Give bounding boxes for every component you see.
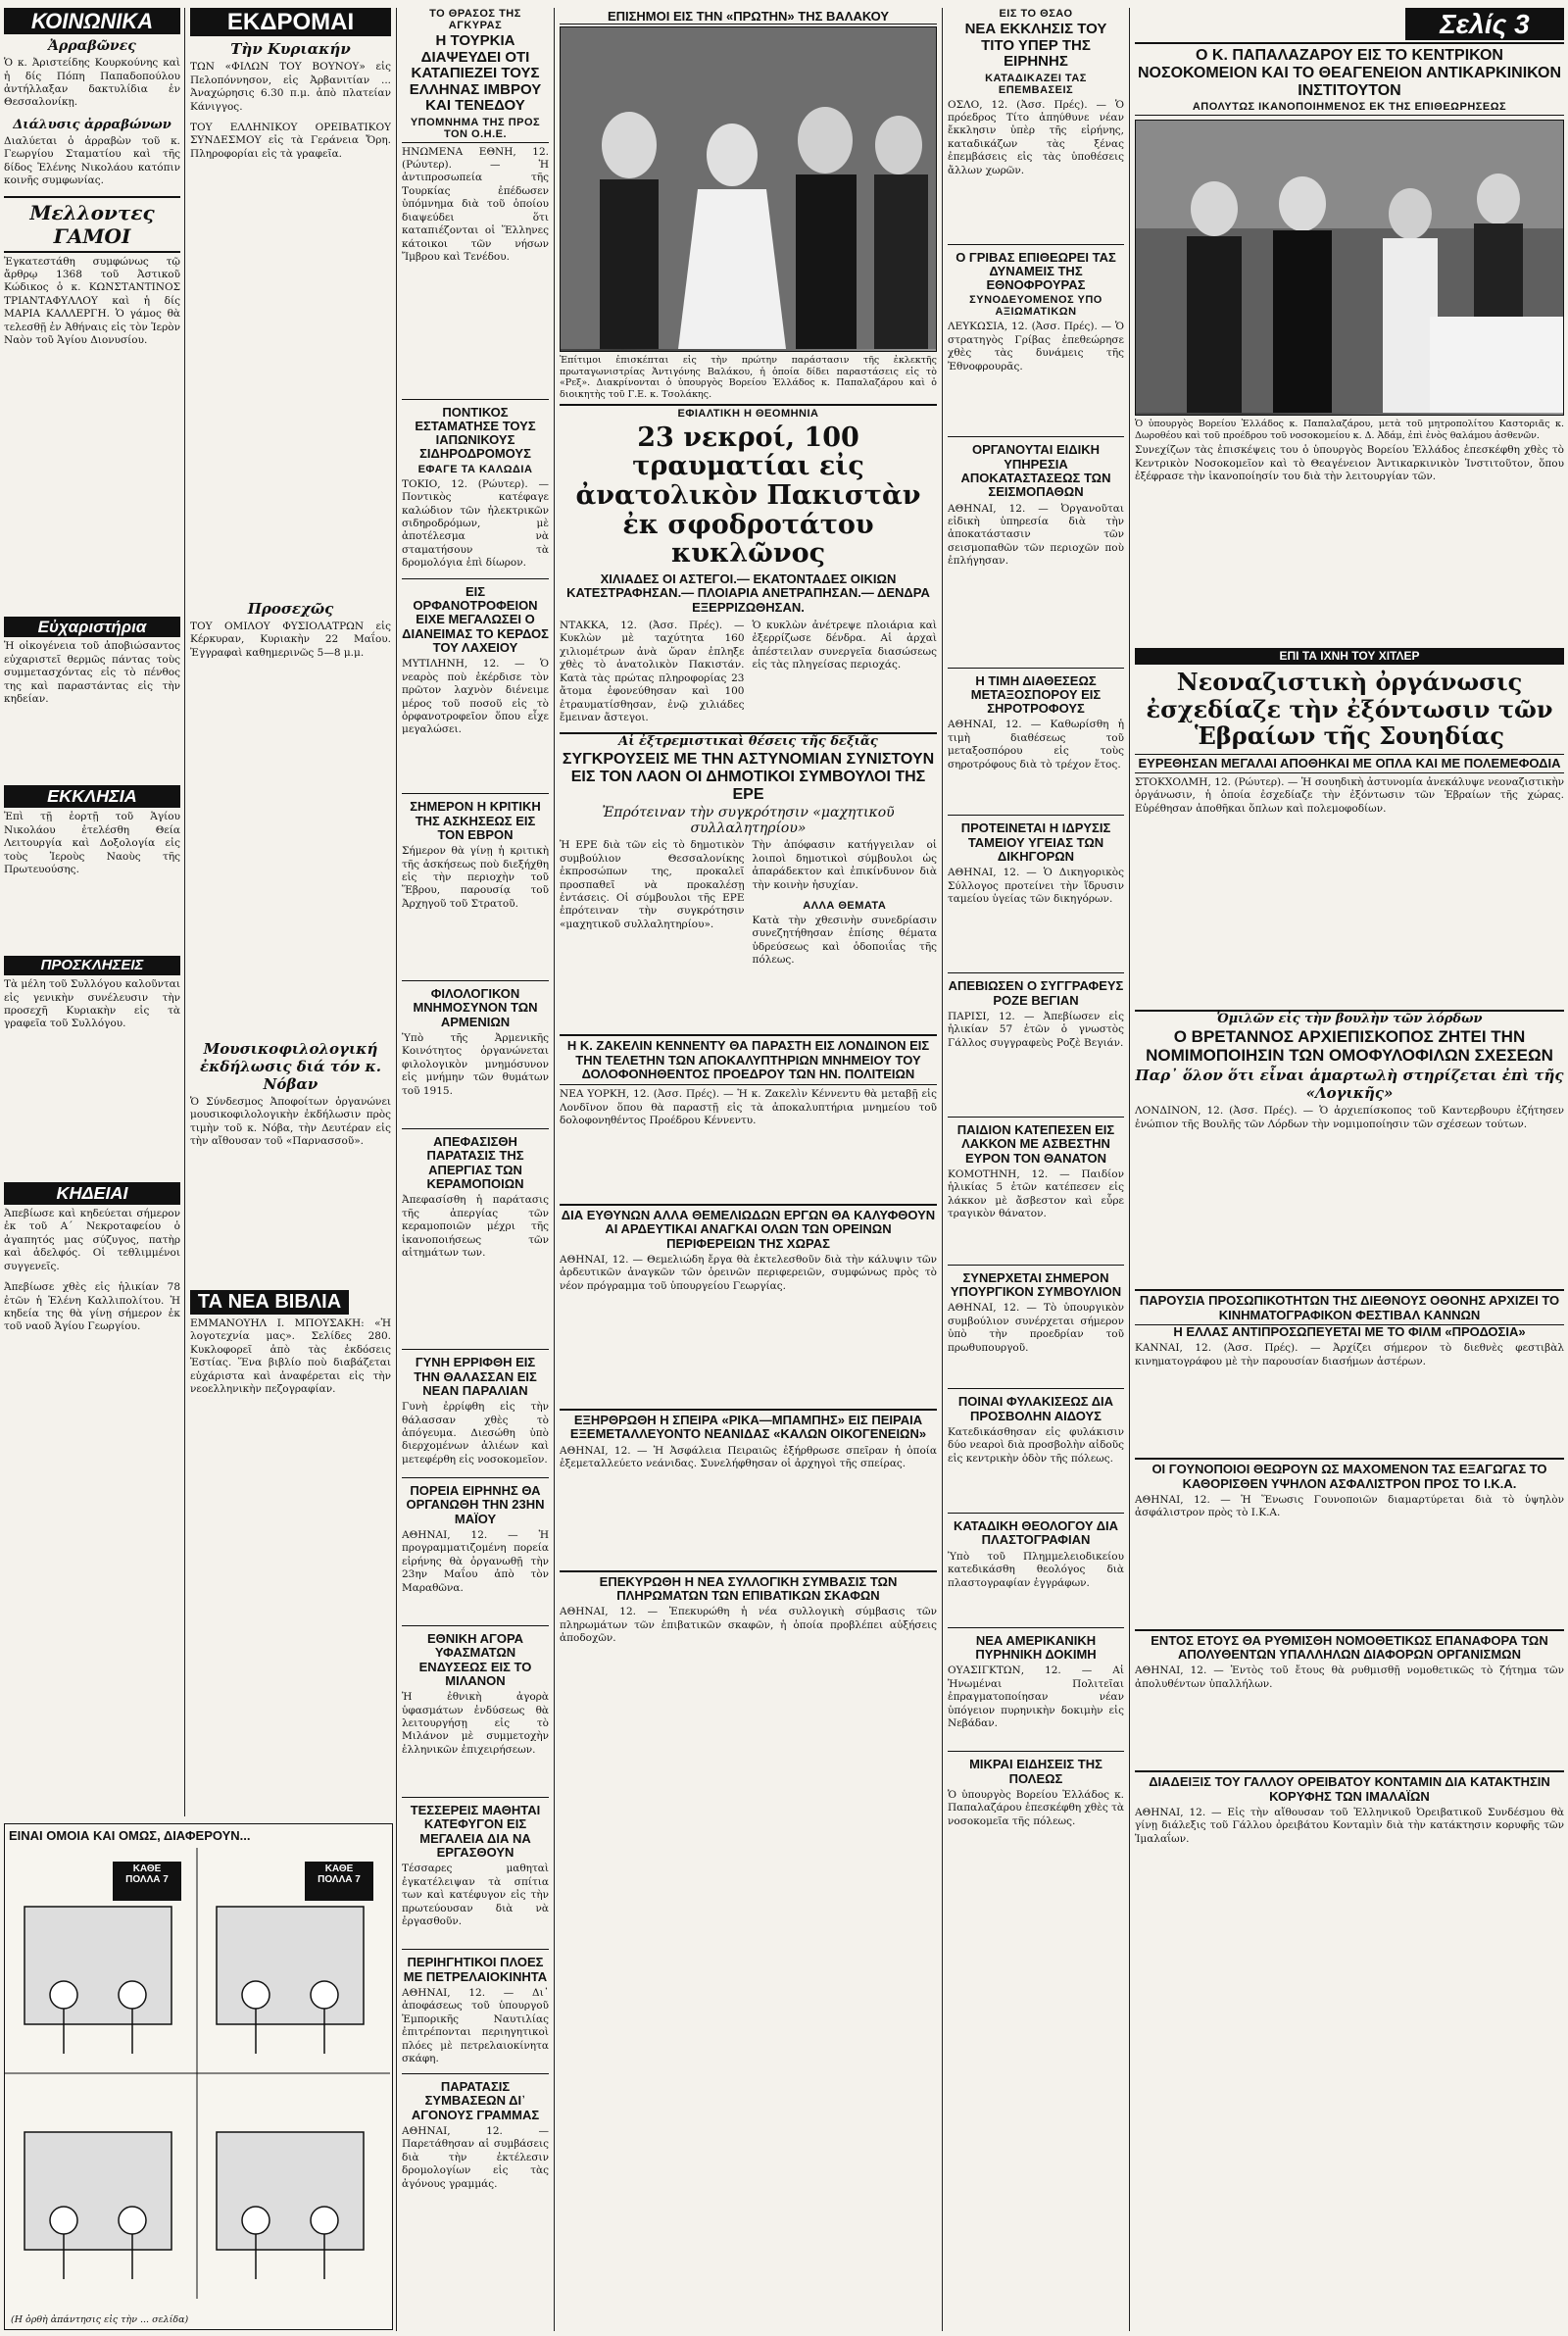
tameio-headline: ΠΡΟΤΕΙΝΕΤΑΙ Η ΙΔΡΥΣΙΣ ΤΑΜΕΙΟΥ ΥΓΕΙΑΣ ΤΩΝ ΔΙΚΗΓΟΡΩΝ [960,820,1111,865]
tito-headline: ΝΕΑ ΕΚΚΛΗΣΙΣ ΤΟΥ ΤΙΤΟ ΥΠΕΡ ΤΗΣ ΕΙΡΗΝΗΣ [964,21,1107,70]
rika-headline: ΕΞΗΡΘΡΩΘΗ Η ΣΠΕΙΡΑ «ΡΙΚΑ—ΜΠΑΜΠΗΣ» ΕΙΣ ΠΕΙΡΑΙΑ ΕΞΕΜΕΤΑΛΛΕΥΟΝΤΟ ΝΕΑΝΙΔΑΣ «ΚΑΛΩΝ ΟΙΚΟΓΕΝΕΙΩΝ» [560,1409,937,1442]
kideiai-banner: ΚΗΔΕΙΑΙ [4,1182,180,1205]
kannes-headline: ΠΑΡΟΥΣΙΑ ΠΡΟΣΩΠΙΚΟΤΗΤΩΝ ΤΗΣ ΔΙΕΘΝΟΥΣ ΟΘΟΝΗΣ ΑΡΧΙΖΕΙ ΤΟ ΚΙΝΗΜΑΤΟΓΡΑΦΙΚΟΝ ΦΕΣΤΙΒΑΛ ΚΑΝΝΩΝ [1135,1289,1564,1322]
tourkia-headline: Η ΤΟΥΡΚΙΑ ΔΙΑΨΕΥΔΕΙ ΟΤΙ ΚΑΤΑΠΙΕΖΕΙ ΤΟΥΣ ΕΛΛΗΝΑΣ ΙΜΒΡΟΥ ΚΑΙ ΤΕΝΕΔΟΥ [409,32,542,114]
column-6 [1135,8,1564,2331]
lysis-heading: Διάλυσις ἀρραβώνων [13,117,172,132]
mathitai-headline: ΤΕΣΣΕΡΕΙΣ ΜΑΘΗΤΑΙ ΚΑΤΕΦΥΓΟΝ ΕΙΣ ΜΕΓΑΛΕΙΑ ΔΙΑ ΝΑ ΕΡΓΑΣΘΟΥΝ [410,1803,541,1861]
comic-footnote: (Η ὀρθὴ ἀπάντησις εἰς τὴν ... σελίδα) [11,2314,189,2326]
column-5 [948,8,1124,2331]
tourkia-sub: ΥΠΟΜΝΗΜΑ ΤΗΣ ΠΡΟΣ ΤΟΝ Ο.Η.Ε. [402,117,549,143]
kannes-sub: Η ΕΛΛΑΣ ΑΝΤΙΠΡΟΣΩΠΕΥΕΤΑΙ ΜΕ ΤΟ ΦΙΛΜ «ΠΡΟΔΟΣΙΑ» [1135,1324,1564,1339]
organ-text: ΑΘΗΝΑΙ, 12. — Ὀργανοῦται εἰδικὴ ὑπηρεσία διὰ τὴν ἀποκατάστασιν τῶν σεισμοπαθῶν τῶν περιοχῶν ποὺ ἐπλήγησαν. [948,502,1124,568]
pyriniki-headline: ΝΕΑ ΑΜΕΡΙΚΑΝΙΚΗ ΠΥΡΗΝΙΚΗ ΔΟΚΙΜΗ [975,1632,1097,1662]
kennedy-headline: Η Κ. ΖΑΚΕΛΙΝ ΚΕΝΝΕΝΤΥ ΘΑ ΠΑΡΑΣΤΗ ΕΙΣ ΛΟΝΔΙΝΟΝ ΕΙΣ ΤΗΝ ΤΕΛΕΤΗΝ ΤΩΝ ΑΠΟΚΑΛΥΠΤΗΡΙΩΝ ΜΝΗΜΕΙΟΥ ΤΟΥ ΔΟΛΟΦΟΝΗΘΕΝΤΟΣ ΠΡΟΕΔΡΟΥ ΤΩΝ ΗΝ. ΠΟΛΙΤΕΙΩΝ [560,1034,937,1085]
kannes-text: ΚΑΝΝΑΙ, 12. (Ἀσσ. Πρές). — Ἀρχίζει σήμερον τὸ διεθνὲς φεστιβὰλ κινηματογράφου μὲ τὴν παρουσίαν διασήμων ἀστέρων. [1135,1342,1564,1367]
kritiki-text: Σήμερον θὰ γίνῃ ἡ κριτικὴ τῆς ἀσκήσεως ποὺ διεξήχθη εἰς τὴν περιοχὴν τοῦ Ἕβρου, παρουσίᾳ τοῦ Ἀρχηγοῦ τοῦ Στρατοῦ. [402,845,549,910]
pakistan-headline: 23 νεκροί, 100 τραυματίαι εἰς ἀνατολικὸν Πακιστὰν ἐκ σφοδροτάτου κυκλῶνος [575,422,921,570]
poreia-headline: ΠΟΡΕΙΑ ΕΙΡΗΝΗΣ ΘΑ ΟΡΓΑΝΩΘΗ ΤΗΝ 23ΗΝ ΜΑΪΟΥ [406,1483,545,1526]
pakistan-sub: ΧΙΛΙΑΔΕΣ ΟΙ ΑΣΤΕΓΟΙ.— ΕΚΑΤΟΝΤΑΔΕΣ ΟΙΚΙΩΝ ΚΑΤΕΣΤΡΑΦΗΣΑΝ.— ΠΛΟΙΑΡΙΑ ΑΝΕΤΡΑΠΗΣΑΝ.— ΔΕΝΔΡΑ ΕΞΕΡΡΙΖΩΘΗΣΑΝ. [566,572,930,615]
column-3 [402,8,549,2331]
pakistan-kicker: ΕΦΙΑΛΤΙΚΗ Η ΘΕΟΜΗΝΙΑ [560,404,937,420]
alla-themata-heading: ΑΛΛΑ ΘΕΜΑΤΑ [803,899,887,912]
gamoi-text: Ἐγκατεστάθη συμφώνως τῷ ἄρθρῳ 1368 τοῦ Ἀστικοῦ Κώδικος ὁ κ. ΚΩΝΣΤΑΝΤΙΝΟΣ ΤΡΙΑΝΤΑΦΥΛΛΟΥ καὶ ἡ δίς ΜΑΡΙΑ ΚΑΛΛΕΡΓΗ. Ὁ γάμος θὰ τελεσθῇ ἐν Ἀθήναις εἰς τὸν Ἱερὸν Ναὸν τοῦ Ἁγίου Διονυσίου. [4,255,180,347]
ekklisia-text: Ἐπὶ τῇ ἑορτῇ τοῦ Ἁγίου Νικολάου ἐτελέσθη Θεία Λειτουργία καὶ Δοξολογία εἰς τοὺς Ἱεροὺς Ναοὺς τῆς Πρωτευούσης. [4,811,180,876]
centre-block [560,8,937,2331]
pakistan-text-2: Ὁ κυκλὼν ἀνέτρεψε πλοιάρια καὶ ἐξερρίζωσε δένδρα. Αἱ ἀρχαὶ ἀπέστειλαν συνεργεῖα διασώσεως εἰς τὰς πληγείσας περιοχάς. [752,619,937,671]
proskliseis-banner: ΠΡΟΣΚΛΗΣΕΙΣ [4,956,180,975]
valakou-photo [560,26,937,352]
ere-headline: ΣΥΓΚΡΟΥΣΕΙΣ ΜΕ ΤΗΝ ΑΣΤΥΝΟΜΙΑΝ ΣΥΝΙΣΤΟΥΝ ΕΙΣ ΤΟΝ ΛΑΟΝ ΟΙ ΔΗΜΟΤΙΚΟΙ ΣΥΜΒΟΥΛΟΙ ΤΗΣ ΕΡΕ [562,751,935,803]
papalazarou-photo [1135,120,1564,416]
papalazarou-text: Συνεχίζων τὰς ἐπισκέψεις του ὁ ὑπουργὸς Βορείου Ἑλλάδος ἐπεσκέφθη χθὲς τὸ Κεντρικὸν Νοσοκομεῖον καὶ τὸ Θεαγένειον Ἀντικαρκινικὸν Ἰνστιτοῦτον, ὅπου ἐξέφρασε τὴν ἱκανοποίησίν του διὰ τὴν λειτουργίαν τῶν. [1135,444,1564,483]
perig-text: ΑΘΗΝΑΙ, 12. — Δι᾿ ἀποφάσεως τοῦ ὑπουργοῦ Ἐμπορικῆς Ναυτιλίας ἐπιτρέπονται περιηγητικοὶ πλόες μὲ πετρελαιοκίνητα σκάφη. [402,1986,549,2065]
lords-sub: Παρ᾿ ὅλον ὅτι εἶναι ἁμαρτωλὴ στηρίζεται ἐπὶ τῆς «Λογικῆς» [1135,1067,1564,1103]
nomothetiki-text: ΑΘΗΝΑΙ, 12. — Ἐντὸς τοῦ ἔτους θὰ ρυθμισθῇ νομοθετικῶς τὸ ζήτημα τῶν ἀπολυθέντων ὑπαλλήλων. [1135,1665,1564,1690]
lords-kicker: Ὁμιλῶν εἰς τὴν βουλὴν τῶν λόρδων [1135,1010,1564,1026]
comic-illustration [5,1848,390,2299]
kennedy-text: ΝΕΑ ΥΟΡΚΗ, 12. (Ἀσσ. Πρές). — Ἡ κ. Ζακελὶν Κέννεντυ θὰ μεταβῇ εἰς Λονδῖνον ὅπου θὰ παραστῇ εἰς τὰ ἀποκαλυπτήρια μνημείου τοῦ δολοφονηθέντος Προέδρου Κέννεντυ. [560,1088,937,1126]
mousiko-heading: Μουσικοφιλολογική ἐκδήλωσις διά τόν κ. Νόβαν [200,1039,381,1093]
ere-sub: Ἐπρότειναν τὴν συγκρότησιν «μαχητικοῦ συλλαλητηρίου» [602,805,895,837]
arravones-heading: Ἀρραβῶνες [48,38,136,55]
pontikos-text: ΤΟΚΙΟ, 12. (Ρώυτερ). — Ποντικὸς κατέφαγε καλώδιον τῶν ἠλεκτρικῶν σιδηροδρόμων, μὲ ἀποτέλεσμα νὰ σταματήσουν τὰ δρομολόγια ἐπὶ δίωρον. [402,477,549,570]
poinai-headline: ΠΟΙΝΑΙ ΦΥΛΑΚΙΣΕΩΣ ΔΙΑ ΠΡΟΣΒΟΛΗΝ ΑΙΔΟΥΣ [957,1394,1114,1423]
koinonika-banner: ΚΟΙΝΩΝΙΚΑ [4,8,180,34]
eidiseis-headline: ΜΙΚΡΑΙ ΕΙΔΗΣΕΙΣ ΤΗΣ ΠΟΛΕΩΣ [969,1757,1102,1786]
ere-text-2: Τὴν ἀπόφασιν κατήγγειλαν οἱ λοιποὶ δημοτικοὶ σύμβουλοι ὡς ἀπαράδεκτον καὶ ἐπικίνδυνον διὰ τὴν κοινὴν ἡσυχίαν. [752,839,937,891]
comic-sign-1: ΚΑΘΕ ΠΟΛΛΑ 7 [125,1864,169,1885]
kyriaki-text: ΤΩΝ «ΦΙΛΩΝ ΤΟΥ ΒΟΥΝΟΥ» εἰς Πελοπόννησον, εἰς Ἀρβανιτίαν ... Ἀναχώρησις 6.30 π.μ. ἀπὸ πλατείαν Κάνιγγος. [190,61,391,113]
ekdromai-banner: ΕΚΔΡΟΜΑΙ [190,8,391,36]
kerampoul-headline: ΑΠΕΦΑΣΙΣΘΗ ΠΑΡΑΤΑΣΙΣ ΤΗΣ ΑΠΕΡΓΙΑΣ ΤΩΝ ΚΕΡΑΜΟΠΟΙΩΝ [426,1134,524,1191]
proseches-text: ΤΟΥ ΟΜΙΛΟΥ ΦΥΣΙΟΛΑΤΡΩΝ εἰς Κέρκυραν, Κυριακὴν 22 Μαΐου. Ἐγγραφαὶ καθημερινῶς 5—8 μ.μ. [190,620,391,659]
proseches-heading: Προσεχῶς [247,599,334,618]
proskliseis-text: Τὰ μέλη τοῦ Συλλόγου καλοῦνται εἰς γενικὴν συνέλευσιν τὴν προσεχῆ Κυριακὴν εἰς τὰ γραφεῖα τοῦ Συλλόγου. [4,978,180,1030]
theol-headline: ΚΑΤΑΔΙΚΗ ΘΕΟΛΟΓΟΥ ΔΙΑ ΠΛΑΣΤΟΓΡΑΦΙΑΝ [953,1518,1119,1548]
tito-sub: ΚΑΤΑΔΙΚΑΖΕΙ ΤΑΣ ΕΠΕΜΒΑΣΕΙΣ [985,72,1087,96]
column-2 [190,8,391,1816]
lords-text: ΛΟΝΔΙΝΟΝ, 12. (Ἀσσ. Πρές). — Ὁ ἀρχιεπίσκοπος τοῦ Καντερβουρυ ἐζήτησεν ἐνώπιον τῆς Βουλῆς τῶν Λόρδων τὴν νομιμοποίησιν τῶν σχέσεων τούτων. [1135,1105,1564,1130]
gounopoioi-text: ΑΘΗΝΑΙ, 12. — Ἡ Ἕνωσις Γουνοποιῶν διαμαρτύρεται διὰ τὸ ὑψηλὸν ἀσφάλιστρον πρὸς τὸ Ι.Κ.Α. [1135,1493,1564,1519]
eidiseis-text: Ὁ ὑπουργὸς Βορείου Ἑλλάδος κ. Παπαλαζάρου ἐπεσκέφθη χθὲς τὰ νοσοκομεῖα τῆς πόλεως. [948,1788,1124,1827]
kyriaki-heading: Τὴν Κυριακήν [230,40,351,59]
grivas-text: ΛΕΥΚΩΣΙΑ, 12. (Ἀσσ. Πρές). — Ὁ στρατηγὸς Γρίβας ἐπεθεώρησε χθὲς τὰς δυνάμεις τῆς Ἐθνοφρουρᾶς. [948,321,1124,373]
diath-text: ΑΘΗΝΑΙ, 12. — Καθωρίσθη ἡ τιμὴ διαθέσεως τοῦ μεταξοσπόρου εἰς τοὺς σηροτρόφους διὰ τὸ τρέχον ἔτος. [948,719,1124,770]
symvasi-text: ΑΘΗΝΑΙ, 12. — Ἐπεκυρώθη ἡ νέα συλλογικὴ σύμβασις τῶν πληρωμάτων τῶν ἐπιβατικῶν σκαφῶν, ἡ ὁποία προβλέπει αὐξήσεις ἀποδοχῶν. [560,1606,937,1645]
synerg-headline: ΣΥΝΕΡΧΕΤΑΙ ΣΗΜΕΡΟΝ ΥΠΟΥΡΓΙΚΟΝ ΣΥΜΒΟΥΛΙΟΝ [950,1269,1122,1300]
filologiko-headline: ΦΙΛΟΛΟΓΙΚΟΝ ΜΝΗΜΟΣΥΝΟΝ ΤΩΝ ΑΡΜΕΝΙΩΝ [413,986,538,1029]
efxaristiria-banner: Εὐχαριστήρια [4,617,180,638]
valakou-caption: Ἐπίτιμοι ἐπισκέπται εἰς τὴν πρώτην παράστασιν τῆς ἐκλεκτῆς πρωταγωνιστρίας Ἀντιγόνης Βαλάκου, ἡ ὁποία δίδει παραστάσεις εἰς τὸ «Ρεξ». Διακρίνονται ὁ ὑπουργὸς Βορείου Ἑλλάδος κ. Παπαλαζάρου καὶ ὁ διοικητὴς τοῦ Γ.Ε. κ. Τσολάκης. [560,355,937,401]
erga-text: ΑΘΗΝΑΙ, 12. — Θεμελιώδη ἔργα θὰ ἐκτελεσθοῦν διὰ τὴν κάλυψιν τῶν ἀρδευτικῶν ἀναγκῶν τῶν ὀρεινῶν περιφερειῶν, συμφώνως πρὸς τὸ νέον πρόγραμμα τοῦ ὑπουργείου Γεωργίας. [560,1254,937,1292]
poreia-text: ΑΘΗΝΑΙ, 12. — Ἡ προγραμματιζομένη πορεία εἰρήνης θὰ ὀργανωθῇ τὴν 23ην Μαΐου ἀπὸ τὸν Μαραθῶνα. [402,1528,549,1594]
grivas-sub: ΣΥΝΟΔΕΥΟΜΕΝΟΣ ΥΠΟ ΑΞΙΩΜΑΤΙΚΩΝ [969,294,1102,319]
tourkia-text: ΗΝΩΜΕΝΑ ΕΘΝΗ, 12. (Ρώυτερ). — Ἡ ἀντιπροσωπεία τῆς Τουρκίας ἐπέδωσεν ὑπόμνημα διὰ τοῦ ὁποίου διαψεύδει ὅτι καταπιέζονται οἱ Ἕλληνες κάτοικοι τῶν νήσων Ἴμβρου καὶ Τενέδου. [402,145,549,263]
kideiai-text-2: Ἀπεβίωσε χθὲς εἰς ἡλικίαν 78 ἐτῶν ἡ Ἑλένη Καλλιπολίτου. Ἡ κηδεία της θὰ γίνῃ σήμερον ἐκ τοῦ ναοῦ Ἁγίου Γεωργίου. [4,1281,180,1333]
gyni-text: Γυνὴ ἐρρίφθη εἰς τὴν θάλασσαν χθὲς τὸ ἀπόγευμα. Διεσώθη ὑπὸ διερχομένων ἁλιέων καὶ μετεφέρθη εἰς νοσοκομεῖον. [402,1401,549,1466]
paidion-text: ΚΟΜΟΤΗΝΗ, 12. — Παιδίον ἡλικίας 5 ἐτῶν κατέπεσεν εἰς λάκκον μὲ ἄσβεστον καὶ εὗρε τραγικὸν θάνατον. [948,1168,1124,1220]
synerg-text: ΑΘΗΝΑΙ, 12. — Τὸ ὑπουργικὸν συμβούλιον συνέρχεται σήμερον ὑπὸ τὴν προεδρίαν τοῦ πρωθυπουργοῦ. [948,1302,1124,1354]
symvaseis-text: ΑΘΗΝΑΙ, 12. — Παρετάθησαν αἱ συμβάσεις διὰ τὴν ἐκτέλεσιν δρομολογίων εἰς τὰς ἀγόνους γραμμάς. [402,2124,549,2190]
filologiko-text: Ὑπὸ τῆς Ἀρμενικῆς Κοινότητος ὀργανώνεται φιλολογικὸν μνημόσυνον εἰς μνήμην τῶν θυμάτων τοῦ 1915. [402,1032,549,1097]
comic-sign-2: ΚΑΘΕ ΠΟΛΛΑ 7 [318,1864,361,1885]
poinai-text: Κατεδικάσθησαν εἰς φυλάκισιν δύο νεαροὶ διὰ προσβολὴν αἰδοῦς εἰς κεντρικὴν ὁδὸν τῆς πόλεως. [948,1426,1124,1465]
papalazarou-headline: Ο Κ. ΠΑΠΑΛΑΖΑΡΟΥ ΕΙΣ ΤΟ ΚΕΝΤΡΙΚΟΝ ΝΟΣΟΚΟΜΕΙΟΝ ΚΑΙ ΤΟ ΘΕΑΓΕΝΕΙΟΝ ΑΝΤΙΚΑΡΚΙΝΙΚΟΝ ΙΝΣΤΙΤΟΥΤΟΝ [1135,42,1564,99]
gounopoioi-headline: ΟΙ ΓΟΥΝΟΠΟΙΟΙ ΘΕΩΡΟΥΝ ΩΣ ΜΑΧΟΜΕΝΟΝ ΤΑΣ ΕΞΑΓΩΓΑΣ ΤΟ ΚΑΘΟΡΙΣΘΕΝ ΥΨΗΛΟΝ ΑΣΦΑΛΙΣΤΡΟΝ ΠΡΟΣ ΤΟ Ι.Κ.Α. [1135,1458,1564,1491]
comic-title: ΕΙΝΑΙ ΟΜΟΙΑ ΚΑΙ ΟΜΩΣ, ΔΙΑΦΕΡΟΥΝ... [9,1828,251,1843]
diath-headline: Η ΤΙΜΗ ΔΙΑΘΕΣΕΩΣ ΜΕΤΑΞΟΣΠΟΡΟΥ ΕΙΣ ΣΗΡΟΤΡΟΦΟΥΣ [970,672,1102,717]
kritiki-headline: ΣΗΜΕΡΟΝ Η ΚΡΙΤΙΚΗ ΤΗΣ ΑΣΚΗΣΕΩΣ ΕΙΣ ΤΟΝ ΕΒΡΟΝ [410,799,541,842]
kyriaki-text-2: ΤΟΥ ΕΛΛΗΝΙΚΟΥ ΟΡΕΙΒΑΤΙΚΟΥ ΣΥΝΔΕΣΜΟΥ εἰς τὰ Γεράνεια Ὄρη. Πληροφορίαι εἰς τὰ γραφεῖα. [190,121,391,160]
lysis-text: Διαλύεται ὁ ἀρραβὼν τοῦ κ. Γεωργίου Σταματίου καὶ τῆς δίδος Ἑλένης Νικολάου κατόπιν κοινῆς συμφωνίας. [4,134,180,187]
himalaia-headline: ΔΙΑΔΕΙΞΙΣ ΤΟΥ ΓΑΛΛΟΥ ΟΡΕΙΒΑΤΟΥ ΚΟΝΤΑΜΙΝ ΔΙΑ ΚΑΤΑΚΤΗΣΙΝ ΚΟΡΥΦΗΣ ΤΩΝ ΙΜΑΛΑΪΩΝ [1135,1770,1564,1804]
rika-text: ΑΘΗΝΑΙ, 12. — Ἡ Ἀσφάλεια Πειραιῶς ἐξήρθρωσε σπεῖραν ἡ ὁποία ἐξεμεταλλεύετο νεάνιδας. Συνελήφθησαν οἱ ἀρχηγοὶ τῆς σπείρας. [560,1444,937,1470]
tito-kicker: ΕΙΣ ΤΟ ΘΣΑΟ [999,8,1073,20]
pontikos-sub: ΕΦΑΓΕ ΤΑ ΚΑΛΩΔΙΑ [417,463,533,475]
veigan-headline: ΑΠΕΒΙΩΣΕΝ Ο ΣΥΓΓΡΑΦΕΥΣ ΡΟΖΕ ΒΕΓΙΑΝ [948,978,1124,1008]
orfano-text: ΜΥΤΙΛΗΝΗ, 12. — Ὁ νεαρὸς ποὺ ἐκέρδισε τὸν πρῶτον λαχνὸν διένειμε μέρος τοῦ ποσοῦ εἰς τὸ ὀρφανοτροφεῖον ὅπου εἶχε μεγαλώσει. [402,658,549,736]
mousiko-text: Ὁ Σύνδεσμος Ἀποφοίτων ὀργανώνει μουσικοφιλολογικὴν ἐκδήλωσιν πρὸς τιμὴν τοῦ κ. Νόβα, τὴν Δευτέραν εἰς τὴν αἴθουσαν τοῦ «Παρνασσοῦ». [190,1095,391,1148]
himalaia-text: ΑΘΗΝΑΙ, 12. — Εἰς τὴν αἴθουσαν τοῦ Ἑλληνικοῦ Ὀρειβατικοῦ Συνδέσμου θὰ γίνῃ διάλεξις τοῦ Γάλλου ὀρειβάτου Κονταμὶν διὰ τὴν κατάκτησιν κορυφῆς τῶν Ἱμαλαΐων. [1135,1807,1564,1845]
gamoi-heading: Μελλοντες ΓΑΜΟΙ [4,196,180,253]
kideiai-text: Ἀπεβίωσε καὶ κηδεύεται σήμερον ἐκ τοῦ Α΄ Νεκροταφείου ὁ ἀγαπητός μας σύζυγος, πατὴρ καὶ ἀδελφός. Οἱ τεθλιμμένοι συγγενεῖς. [4,1207,180,1272]
perig-headline: ΠΕΡΙΗΓΗΤΙΚΟΙ ΠΛΟΕΣ ΜΕ ΠΕΤΡΕΛΑΙΟΚΙΝΗΤΑ [403,1955,548,1984]
agora-text: Ἡ ἐθνικὴ ἀγορὰ ὑφασμάτων ἐνδύσεως θὰ λειτουργήσῃ εἰς τὸ Μιλάνον μὲ συμμετοχὴν ἑλληνικῶν ἐπιχειρήσεων. [402,1691,549,1756]
grivas-headline: Ο ΓΡΙΒΑΣ ΕΠΙΘΕΩΡΕΙ ΤΑΣ ΔΥΝΑΜΕΙΣ ΤΗΣ ΕΘΝΟΦΡΟΥΡΑΣ [956,249,1116,293]
vivlia-text: ΕΜΜΑΝΟΥΗΛ Ι. ΜΠΟΥΣΑΚΗ: «Ἡ λογοτεχνία μας». Σελίδες 280. Κυκλοφορεῖ ἀπὸ τὰς ἐκδόσεις Ἑστίας. Ἕνα βιβλίο ποὺ διαβάζεται εὐχάριστα καὶ ἀναφέρεται εἰς τὴν νεοελληνικὴν πεζογραφίαν. [190,1317,391,1396]
nea-vivlia-banner: ΤΑ ΝΕΑ ΒΙΒΛΙΑ [190,1290,349,1315]
orfano-headline: ΕΙΣ ΟΡΦΑΝΟΤΡΟΦΕΙΟΝ ΕΙΧΕ ΜΕΓΑΛΩΣΕΙ Ο ΔΙΑΝΕΙΜΑΣ ΤΟ ΚΕΡΔΟΣ ΤΟΥ ΛΑΧΕΙΟΥ [402,583,549,655]
erga-headline: ΔΙΑ ΕΥΘΥΝΩΝ ΑΛΛΑ ΘΕΜΕΛΙΩΔΩΝ ΕΡΓΩΝ ΘΑ ΚΑΛΥΦΘΟΥΝ ΑΙ ΑΡΔΕΥΤΙΚΑΙ ΑΝΑΓΚΑΙ ΟΛΩΝ ΤΩΝ ΟΡΕΙΝΩΝ ΠΕΡΙΦΕΡΕΙΩΝ ΤΗΣ ΧΩΡΑΣ [560,1204,937,1251]
tameio-text: ΑΘΗΝΑΙ, 12. — Ὁ Δικηγορικὸς Σύλλογος προτείνει τὴν ἵδρυσιν ταμείου ὑγείας τῶν δικηγόρων. [948,867,1124,906]
pyriniki-text: ΟΥΑΣΙΓΚΤΩΝ, 12. — Αἱ Ἡνωμέναι Πολιτεῖαι ἐπραγματοποίησαν νέαν ὑπόγειον πυρηνικὴν δοκιμὴν εἰς Νεβάδαν. [948,1665,1124,1729]
page-number-banner: Σελίς 3 [1405,8,1564,40]
gyni-headline: ΓΥΝΗ ΕΡΡΙΦΘΗ ΕΙΣ ΤΗΝ ΘΑΛΑΣΣΑΝ ΕΙΣ ΝΕΑΝ ΠΑΡΑΛΙΑΝ [414,1355,537,1398]
papalazarou-caption: Ὁ ὑπουργὸς Βορείου Ἑλλάδος κ. Παπαλαζάρου, μετὰ τοῦ μητροπολίτου Καστοριᾶς κ. Δωροθέου καὶ τοῦ προέδρου τοῦ νοσοκομείου κ. Δ. Ἀδάμ, ἐπὶ ἑνὸς θαλάμου ἀσθενῶν. [1135,419,1564,441]
agora-headline: ΕΘΝΙΚΗ ΑΓΟΡΑ ΥΦΑΣΜΑΤΩΝ ΕΝΔΥΣΕΩΣ ΕΙΣ ΤΟ ΜΙΛΑΝΟΝ [418,1630,532,1688]
pontikos-headline: ΠΟΝΤΙΚΟΣ ΕΣΤΑΜΑΤΗΣΕ ΤΟΥΣ ΙΑΠΩΝΙΚΟΥΣ ΣΙΔΗΡΟΔΡΟΜΟΥΣ [415,404,536,462]
tourkia-kicker: ΤΟ ΘΡΑΣΟΣ ΤΗΣ ΑΓΚΥΡΑΣ [429,8,521,31]
hitler-kicker-banner: ΕΠΙ ΤΑ ΙΧΝΗ ΤΟΥ ΧΙΤΛΕΡ [1135,648,1564,665]
arravones-text: Ὁ κ. Ἀριστείδης Κουρκούνης καὶ ἡ δίς Πόπη Παπαδοπούλου ἀντήλλαξαν δακτυλίδια ἐν Θεσσαλονίκῃ. [4,57,180,109]
papalazarou-sub: ΑΠΟΛΥΤΩΣ ΙΚΑΝΟΠΟΙΗΜΕΝΟΣ ΕΚ ΤΗΣ ΕΠΙΘΕΩΡΗΣΕΩΣ [1135,101,1564,116]
comic-strip [4,1823,393,2330]
veigan-text: ΠΑΡΙΣΙ, 12. — Ἀπεβίωσεν εἰς ἡλικίαν 57 ἐτῶν ὁ γνωστὸς Γάλλος συγγραφεὺς Ροζὲ Βεγιάν. [948,1010,1124,1049]
symvaseis-headline: ΠΑΡΑΤΑΣΙΣ ΣΥΜΒΑΣΕΩΝ ΔΙ᾿ ΑΓΟΝΟΥΣ ΓΡΑΜΜΑΣ [411,2078,540,2122]
ekklisia-banner: ΕΚΚΛΗΣΙΑ [4,785,180,808]
ere-kicker: Αἱ ἐξτρεμιστικαὶ θέσεις τῆς δεξιᾶς [560,732,937,749]
organ-headline: ΟΡΓΑΝΟΥΤΑΙ ΕΙΔΙΚΗ ΥΠΗΡΕΣΙΑ ΑΠΟΚΑΤΑΣΤΑΣΕΩΣ ΤΩΝ ΣΕΙΣΜΟΠΑΘΩΝ [960,442,1111,500]
valakou-photo-title: ΕΠΙΣΗΜΟΙ ΕΙΣ ΤΗΝ «ΠΡΩΤΗΝ» ΤΗΣ ΒΑΛΑΚΟΥ [560,10,937,25]
hitler-text: ΣΤΟΚΧΟΛΜΗ, 12. (Ρώυτερ). — Ἡ σουηδικὴ ἀστυνομία ἀνεκάλυψε νεοναζιστικὴν ὀργάνωσιν, ἡ ὁποία ἐσχεδίαζε τὴν ἐξόντωσιν τῶν Ἑβραίων τῆς χώρας. Εὑρέθησαν ἀποθῆκαι ὅπλων καὶ πολεμοφοδίων. [1135,776,1564,815]
alla-themata-text: Κατὰ τὴν χθεσινὴν συνεδρίασιν συνεζητήθησαν ἐπίσης θέματα ὑδρεύσεως καὶ ὁδοποιΐας τῆς πόλεως. [752,914,937,967]
nomothetiki-headline: ΕΝΤΟΣ ΕΤΟΥΣ ΘΑ ΡΥΘΜΙΣΘΗ ΝΟΜΟΘΕΤΙΚΩΣ ΕΠΑΝΑΦΟΡΑ ΤΩΝ ΑΠΟΛΥΘΕΝΤΩΝ ΥΠΑΛΛΗΛΩΝ ΔΙΑΦΟΡΩΝ ΟΡΓΑΝΙΣΜΩΝ [1135,1629,1564,1663]
efxaristiria-text: Ἡ οἰκογένεια τοῦ ἀποβιώσαντος εὐχαριστεῖ θερμῶς πάντας τοὺς συμμετασχόντας εἰς τὸ πένθος της καὶ παραστάντας εἰς τὴν κηδείαν. [4,640,180,706]
paidion-headline: ΠΑΙΔΙΟΝ ΚΑΤΕΠΕΣΕΝ ΕΙΣ ΛΑΚΚΟΝ ΜΕ ΑΣΒΕΣΤΗΝ ΕΥΡΟΝ ΤΟΝ ΘΑΝΑΤΟΝ [956,1121,1115,1166]
hitler-headline: Νεοναζιστικὴ ὀργάνωσις ἐσχεδίαζε τὴν ἐξόντωσιν τῶν Ἑβραίων τῆς Σουηδίας [1146,667,1553,751]
hitler-sub: ΕΥΡΕΘΗΣΑΝ ΜΕΓΑΛΑΙ ΑΠΟΘΗΚΑΙ ΜΕ ΟΠΛΑ ΚΑΙ ΜΕ ΠΟΛΕΜΕΦΟΔΙΑ [1135,754,1564,773]
mathitai-text: Τέσσαρες μαθηταὶ ἐγκατέλειψαν τὰ σπίτια των καὶ κατέφυγον εἰς τὴν πρωτεύουσαν διὰ νὰ ἐργασθοῦν. [402,1863,549,1928]
theol-text: Ὑπὸ τοῦ Πλημμελειοδικείου κατεδικάσθη θεολόγος διὰ πλαστογραφίαν ἐγγράφων. [948,1550,1124,1589]
kerampoul-text: Ἀπεφασίσθη ἡ παράτασις τῆς ἀπεργίας τῶν κεραμοποιῶν μέχρι τῆς ἱκανοποιήσεως τῶν αἰτημάτων των. [402,1194,549,1259]
lords-headline: Ο ΒΡΕΤΑΝΝΟΣ ΑΡΧΙΕΠΙΣΚΟΠΟΣ ΖΗΤΕΙ ΤΗΝ ΝΟΜΙΜΟΠΟΙΗΣΙΝ ΤΩΝ ΟΜΟΦΥΛΟΦΙΛΩΝ ΣΧΕΣΕΩΝ [1146,1027,1553,1065]
tito-text: ΟΣΛΟ, 12. (Ἀσσ. Πρές). — Ὁ πρόεδρος Τίτο ἀπηύθυνε νέαν ἔκκλησιν ὑπὲρ τῆς εἰρήνης, καταδικάζων τὰς ξένας ἐπεμβάσεις εἰς τὰς ὑποθέσεις ἄλλων χωρῶν. [948,98,1124,176]
symvasi-headline: ΕΠΕΚΥΡΩΘΗ Η ΝΕΑ ΣΥΛΛΟΓΙΚΗ ΣΥΜΒΑΣΙΣ ΤΩΝ ΠΛΗΡΩΜΑΤΩΝ ΤΩΝ ΕΠΙΒΑΤΙΚΩΝ ΣΚΑΦΩΝ [560,1570,937,1604]
pakistan-text-1: ΝΤΑΚΚΑ, 12. (Ἀσσ. Πρές). — Κυκλὼν μὲ ταχύτητα 160 χιλιομέτρων ἀνὰ ὥραν ἐπληξε χθὲς τὸ ἀνατολικὸν Πακιστάν. Κατὰ τὰς πρώτας πληροφορίας 23 ἄτομα ἐφονεύθησαν καὶ 100 ἐτραυματίσθησαν, ἐνῷ χιλιάδες ἔμειναν ἄστεγοι. [560,619,745,723]
ere-text: Ἡ ΕΡΕ διὰ τῶν εἰς τὸ δημοτικὸν συμβούλιον Θεσσαλονίκης ἐκπροσώπων της, προκαλεῖ προσπαθεῖ νὰ προκαλέσῃ ἐντάσεις. Οἱ σύμβουλοι τῆς ΕΡΕ ἐπρότειναν τὴν συγκρότησιν «μαχητικοῦ συλλαλητηρίου». [560,839,745,930]
